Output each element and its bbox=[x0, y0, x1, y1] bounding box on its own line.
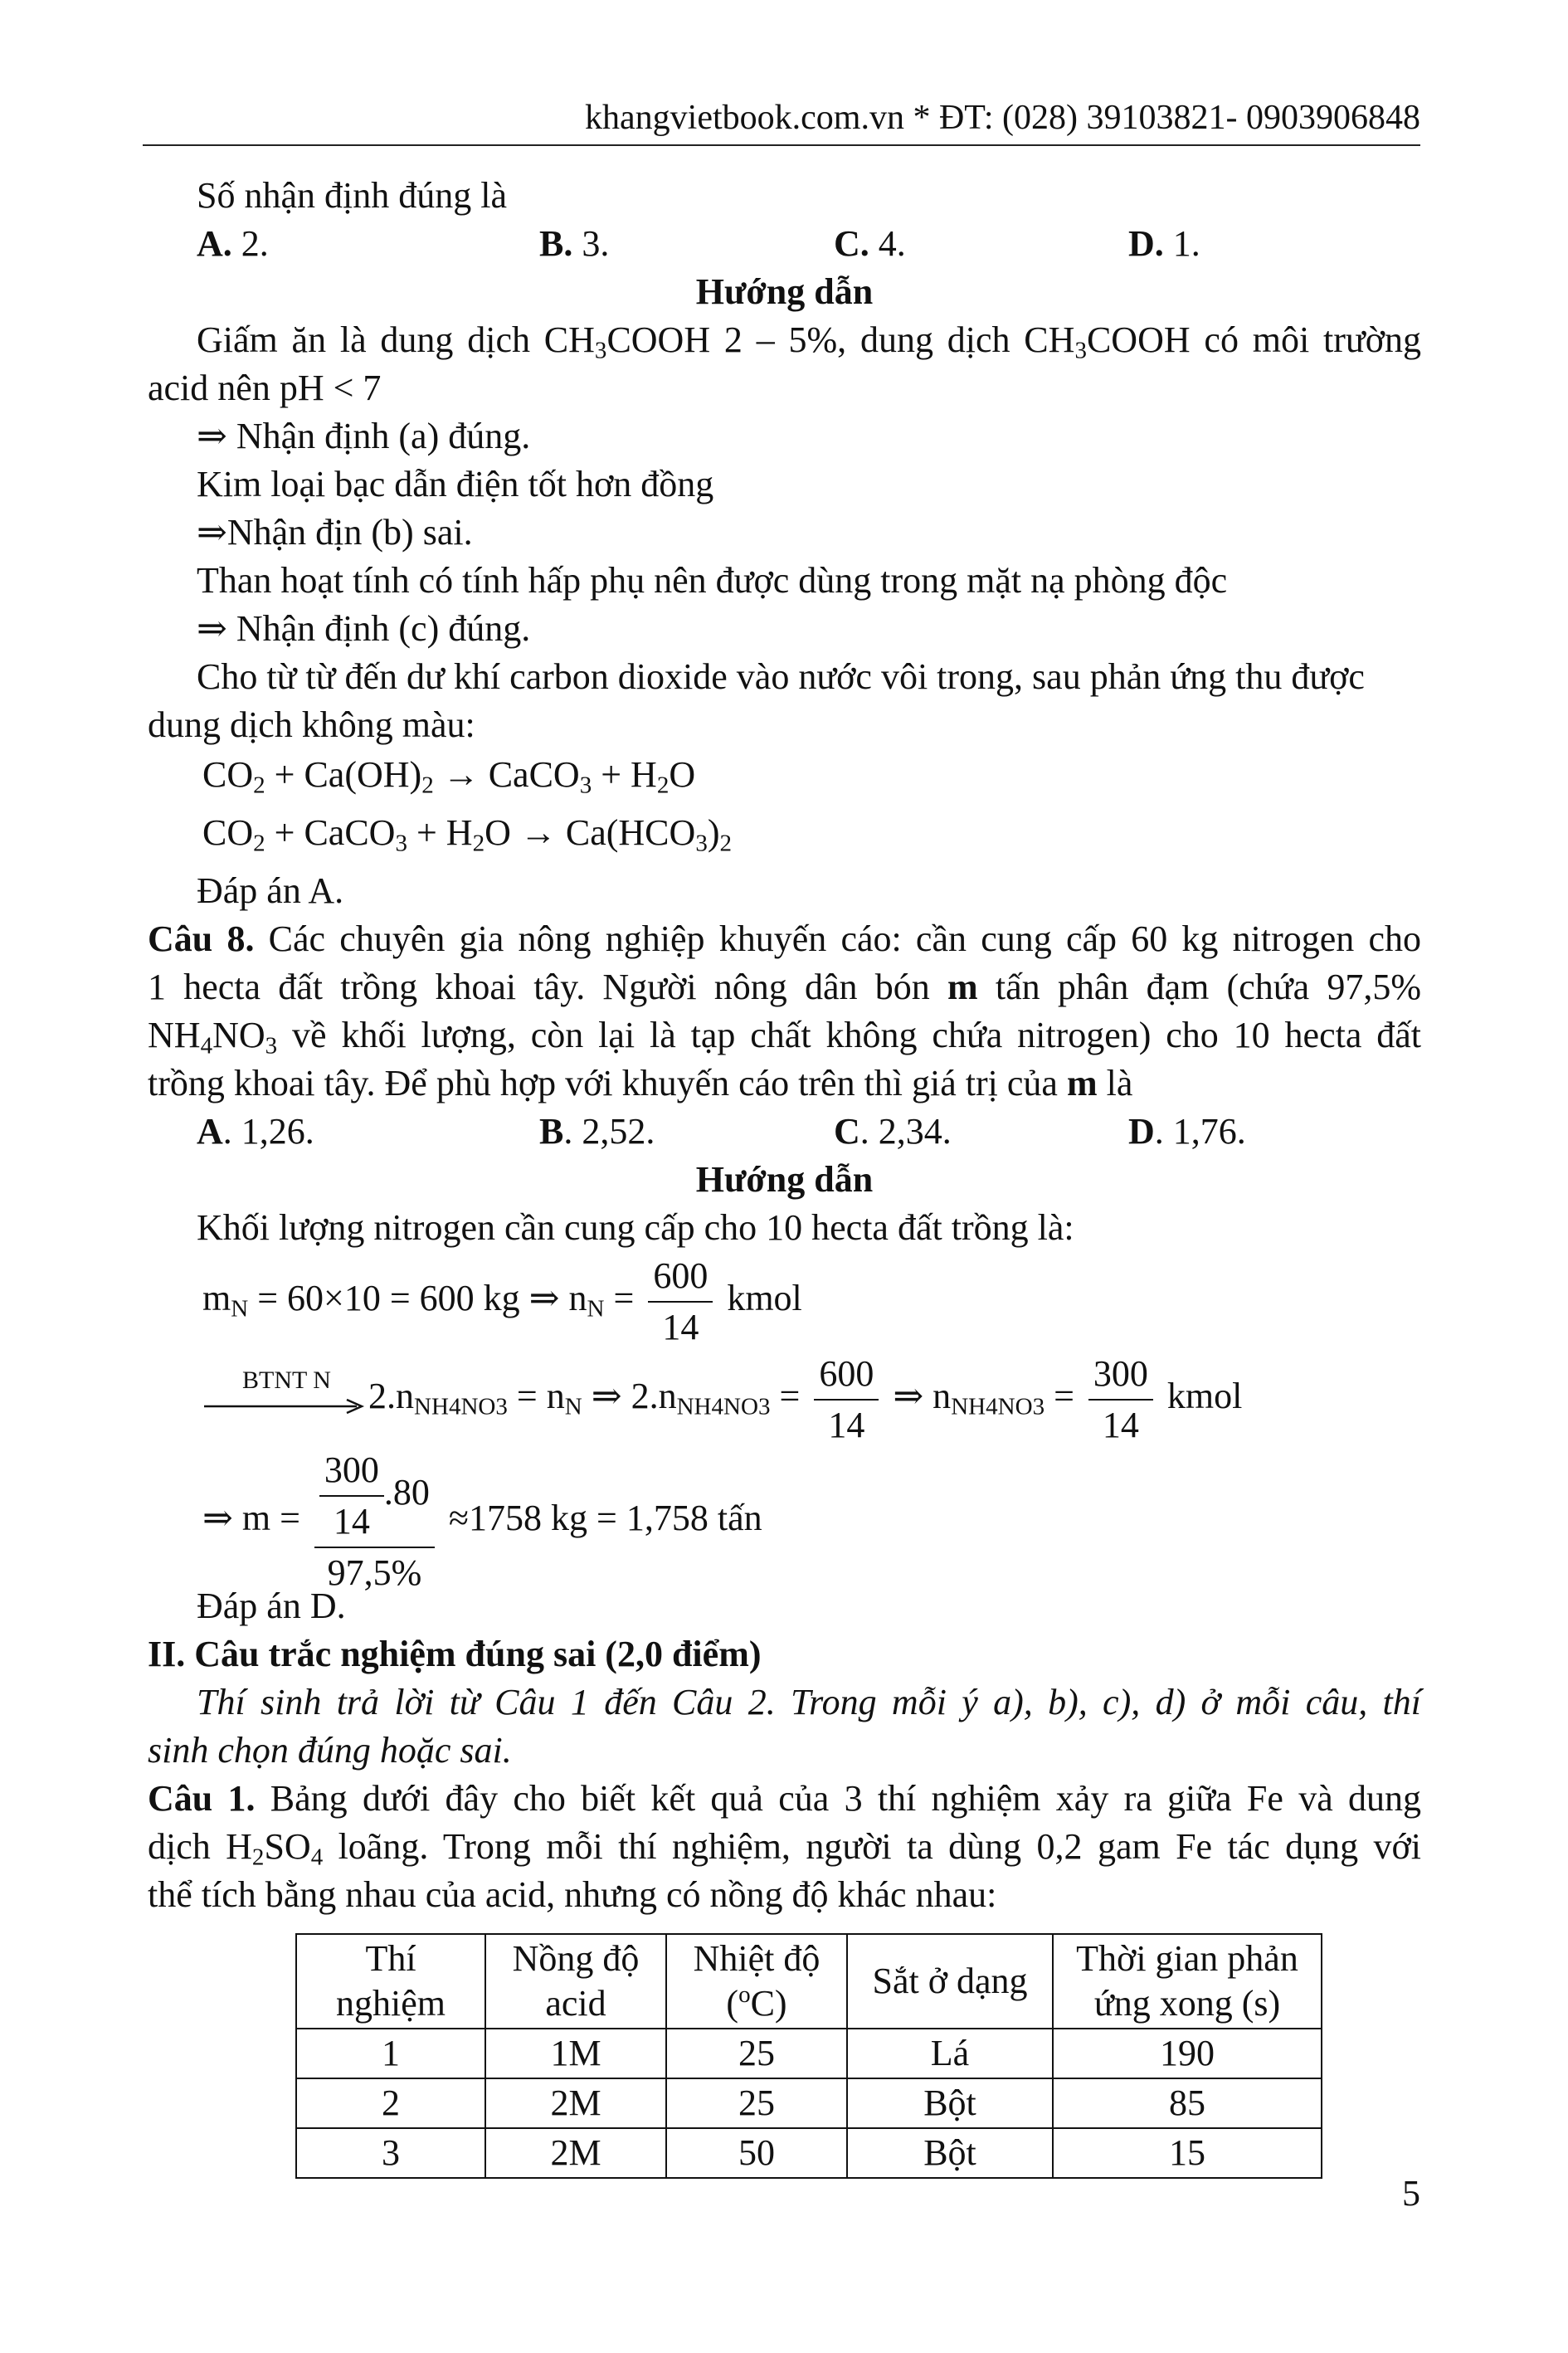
table-header: Thí nghiệm bbox=[296, 1934, 485, 2029]
guide-title: Hướng dẫn bbox=[695, 1159, 874, 1200]
q7-option-c: C. 4. bbox=[834, 223, 906, 264]
implies-symbol: ⇒ bbox=[197, 416, 227, 456]
table-row bbox=[296, 2029, 1322, 2078]
table-header: Sắt ở dạng bbox=[847, 1934, 1053, 2029]
fraction: $\frac{300}{14}$ .80 97,5% bbox=[314, 1445, 435, 1598]
table-header-row bbox=[296, 1934, 1322, 2029]
question-8-line: $NH_4NO_3$ về khối lượng, còn lại là tạp chất không chứa nitrogen) cho 10 hecta đất bbox=[148, 1015, 1421, 1060]
formula-mass-nitrogen: $m_N = 60\times 10 = 600$ kg ⇒ $n_N$ = $\frac{600}{14}$ kmol bbox=[202, 1251, 802, 1352]
solution-line: Kim loại bạc dẫn điện tốt hơn đồng bbox=[197, 464, 714, 504]
section-instructions: sinh chọn đúng hoặc sai. bbox=[148, 1730, 512, 1771]
question-1-line: thể tích bằng nhau của acid, nhưng có nồng độ khác nhau: bbox=[148, 1874, 997, 1915]
solution-line: Giấm ăn là dung dịch $CH_3COOH$ 2 – 5%, dung dịch $CH_3COOH$ có môi trường bbox=[197, 319, 1421, 364]
conclusion-c: ⇒ Nhận định (c) đúng. bbox=[197, 608, 531, 649]
fraction: $\frac{300}{14}$ bbox=[1088, 1349, 1153, 1450]
formula-mass-fertilizer: ⇒ m = $\frac{300}{14}$ .80 97,5% ≈1758 kg = 1,758 tấn bbox=[202, 1445, 762, 1598]
table-cell: 50 bbox=[666, 2128, 847, 2178]
table-cell: Lá bbox=[847, 2029, 1053, 2078]
implies-symbol: ⇒ bbox=[197, 512, 227, 553]
question-1-line: Câu 1. Bảng dưới đây cho biết kết quả của 3 thí nghiệm xảy ra giữa Fe và dung bbox=[148, 1778, 1422, 1819]
q7-option-a: A. 2. bbox=[197, 223, 269, 264]
table-cell: 25 bbox=[666, 2078, 847, 2128]
table-cell: 190 bbox=[1053, 2029, 1322, 2078]
guide-title: Hướng dẫn bbox=[695, 271, 874, 312]
table-cell: 1 bbox=[296, 2029, 485, 2078]
table-cell: 1M bbox=[485, 2029, 666, 2078]
question-8-line: 1 hecta đất trồng khoai tây. Người nông dân bón m tấn phân đạm (chứa 97,5% bbox=[148, 967, 1421, 1007]
q8-option-b: B. 2,52. bbox=[539, 1111, 655, 1152]
equation-2: $CO_2$ + CaCO$_3$ + $H_2O \to Ca(HCO_3)_2$ bbox=[202, 812, 732, 857]
solution-line: Cho từ từ đến dư khí carbon dioxide vào nước vôi trong, sau phản ứng thu được bbox=[197, 656, 1365, 697]
table-cell: Bột bbox=[847, 2078, 1053, 2128]
answer-q8: Đáp án D. bbox=[197, 1586, 346, 1626]
solution-line: Khối lượng nitrogen cần cung cấp cho 10 hecta đất trồng là: bbox=[197, 1207, 1074, 1248]
conservation-arrow: BTNT N bbox=[202, 1375, 368, 1425]
answer-q7: Đáp án A. bbox=[197, 870, 344, 911]
section-title: II. Câu trắc nghiệm đúng sai (2,0 điểm) bbox=[148, 1634, 762, 1674]
q8-option-a: A. 1,26. bbox=[197, 1111, 314, 1152]
conclusion-b: ⇒Nhận địn (b) sai. bbox=[197, 512, 473, 553]
q7-option-d: D. 1. bbox=[1128, 223, 1200, 264]
fraction: $\frac{600}{14}$ bbox=[814, 1349, 879, 1450]
table-cell: Bột bbox=[847, 2128, 1053, 2178]
implies-symbol: ⇒ bbox=[197, 608, 227, 649]
table-row bbox=[296, 2078, 1322, 2128]
q7-prompt: Số nhận định đúng là bbox=[197, 175, 507, 216]
table-cell: 25 bbox=[666, 2029, 847, 2078]
page-header: khangvietbook.com.vn * ĐT: (028) 39103821- 0903906848 bbox=[143, 91, 1420, 146]
table-row bbox=[296, 2128, 1322, 2178]
table-header: Nhiệt độ ($^o$C) bbox=[666, 1934, 847, 2029]
arrow-icon bbox=[202, 1375, 368, 1425]
fraction: $\frac{600}{14}$ bbox=[648, 1251, 713, 1352]
question-1-line: dịch $H_2SO_4$ loãng. Trong mỗi thí nghiệm, người ta dùng 0,2 gam Fe tác dụng với bbox=[148, 1826, 1421, 1871]
table-cell: 85 bbox=[1053, 2078, 1322, 2128]
table-header: Nồng độ acid bbox=[485, 1934, 666, 2029]
table-cell: 15 bbox=[1053, 2128, 1322, 2178]
solution-line: Than hoạt tính có tính hấp phụ nên được dùng trong mặt nạ phòng độc bbox=[197, 560, 1228, 601]
table-cell: 2M bbox=[485, 2078, 666, 2128]
question-8-line: trồng khoai tây. Để phù hợp với khuyến cáo trên thì giá trị của m là bbox=[148, 1063, 1133, 1103]
experiment-table bbox=[295, 1933, 1322, 2179]
q8-option-d: D. 1,76. bbox=[1128, 1111, 1246, 1152]
solution-line: dung dịch không màu: bbox=[148, 704, 475, 745]
table-cell: 2 bbox=[296, 2078, 485, 2128]
formula-ammonium-nitrate: BTNT N $2.n_{NH4NO3} = n_N$ ⇒ $2.n_{NH4NO3}$ = $\frac{600}{14}$ ⇒ $n_{NH4NO3}$ = $\frac{300}{14}$ kmol bbox=[202, 1349, 1242, 1450]
section-instructions: Thí sinh trả lời từ Câu 1 đến Câu 2. Trong mỗi ý a), b), c), d) ở mỗi câu, thí bbox=[197, 1682, 1421, 1722]
page-number: 5 bbox=[1402, 2173, 1420, 2214]
equation-1: $CO_2 + Ca(OH)_2$ → CaCO$_3$ + $H_2O$ bbox=[202, 754, 696, 799]
q8-option-c: C. 2,34. bbox=[834, 1111, 952, 1152]
conclusion-a: ⇒ Nhận định (a) đúng. bbox=[197, 416, 531, 456]
table-header: Thời gian phản ứng xong (s) bbox=[1053, 1934, 1322, 2029]
q7-option-b: B. 3. bbox=[539, 223, 610, 264]
solution-line: acid nên pH < 7 bbox=[148, 368, 382, 408]
table-cell: 2M bbox=[485, 2128, 666, 2178]
fraction: $\frac{300}{14}$ bbox=[319, 1445, 384, 1547]
table-cell: 3 bbox=[296, 2128, 485, 2178]
question-8-line: Câu 8. Các chuyên gia nông nghiệp khuyến cáo: cần cung cấp 60 kg nitrogen cho bbox=[148, 918, 1422, 959]
